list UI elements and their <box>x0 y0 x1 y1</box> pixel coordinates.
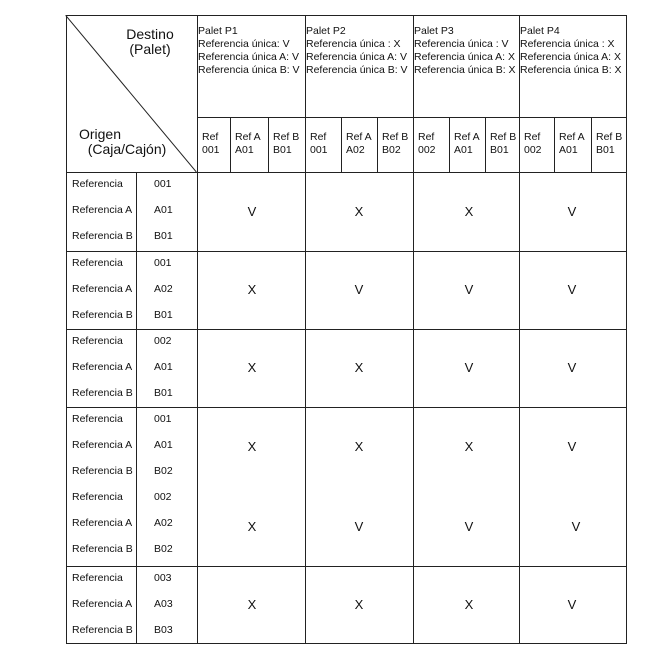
header-subdivider <box>197 117 627 118</box>
destino-label: Destino <box>126 26 174 42</box>
origen-label: Origen <box>78 126 122 142</box>
palet-line: Referencia única A: V <box>306 51 407 63</box>
row-reference-value: B03 <box>154 624 173 636</box>
row-reference-value: B01 <box>154 230 173 242</box>
compatibility-mark: V <box>571 519 581 534</box>
ref-column-name: Ref <box>524 131 541 143</box>
row-reference-label: Referencia B <box>72 230 133 242</box>
compatibility-mark: X <box>354 597 364 612</box>
palet-line: Referencia única B: V <box>198 64 300 76</box>
ref-column-divider <box>449 117 450 172</box>
origen-sub-label: (Caja/Cajón) <box>87 141 167 157</box>
compatibility-mark: X <box>247 597 257 612</box>
row-reference-label: Referencia B <box>72 624 133 636</box>
palet-line: Referencia única B: X <box>414 64 516 76</box>
header-bottom-line <box>66 172 627 173</box>
compatibility-mark: X <box>464 597 474 612</box>
ref-column-code: 001 <box>310 144 328 156</box>
row-reference-label: Referencia <box>72 257 123 269</box>
row-reference-value: 001 <box>154 413 172 425</box>
ref-column-name: Ref <box>310 131 327 143</box>
palet-line: Referencia única A: V <box>198 51 299 63</box>
compatibility-mark: V <box>354 519 364 534</box>
row-divider <box>66 566 627 567</box>
row-reference-value: A01 <box>154 439 173 451</box>
palet-title: Palet P2 <box>306 25 346 37</box>
palet-line: Referencia única : V <box>414 38 509 50</box>
ref-column-divider <box>268 117 269 172</box>
ref-column-divider <box>554 117 555 172</box>
compatibility-mark: X <box>464 203 474 219</box>
ref-column-name: Ref B <box>382 131 409 143</box>
ref-column-code: 002 <box>418 144 436 156</box>
compatibility-mark: V <box>567 203 577 219</box>
row-reference-value: A01 <box>154 361 173 373</box>
compatibility-mark: V <box>567 439 577 454</box>
row-reference-value: A02 <box>154 517 173 529</box>
compatibility-mark: X <box>354 439 364 454</box>
row-reference-value: 002 <box>154 491 172 503</box>
row-divider <box>66 329 627 330</box>
row-reference-value: A01 <box>154 204 173 216</box>
palet-line: Referencia única B: X <box>520 64 622 76</box>
compatibility-mark: X <box>354 360 364 375</box>
palet-title: Palet P3 <box>414 25 454 37</box>
palet-line: Referencia única: V <box>198 38 290 50</box>
row-reference-value: B02 <box>154 543 173 555</box>
row-reference-value: A03 <box>154 598 173 610</box>
palet-line: Referencia única B: V <box>306 64 408 76</box>
ref-column-name: Ref <box>418 131 435 143</box>
ref-column-code: A01 <box>559 144 578 156</box>
ref-column-name: Ref B <box>490 131 517 143</box>
row-reference-label: Referencia <box>72 491 123 503</box>
row-reference-label: Referencia <box>72 178 123 190</box>
row-reference-label: Referencia B <box>72 543 133 555</box>
compatibility-mark: V <box>464 519 474 534</box>
compatibility-mark: X <box>464 439 474 454</box>
palet-line: Referencia única A: X <box>520 51 621 63</box>
ref-column-code: 001 <box>202 144 220 156</box>
row-reference-value: B01 <box>154 309 173 321</box>
row-reference-label: Referencia A <box>72 204 133 216</box>
ref-column-code: B01 <box>596 144 615 156</box>
row-reference-value: 001 <box>154 257 172 269</box>
compatibility-mark: V <box>464 282 474 297</box>
ref-column-divider <box>377 117 378 172</box>
ref-column-name: Ref A <box>559 131 585 143</box>
ref-column-divider <box>591 117 592 172</box>
row-reference-label: Referencia A <box>72 361 133 373</box>
row-divider <box>66 251 627 252</box>
palet-line: Referencia única : X <box>306 38 401 50</box>
compatibility-mark: V <box>567 360 577 375</box>
row-reference-label: Referencia B <box>72 387 133 399</box>
palet-title: Palet P1 <box>198 25 238 37</box>
compatibility-mark: V <box>354 282 364 297</box>
row-reference-value: 002 <box>154 335 172 347</box>
row-reference-label: Referencia <box>72 413 123 425</box>
ref-column-code: A01 <box>235 144 254 156</box>
destino-sub-label: (Palet) <box>129 41 171 57</box>
palet-line: Referencia única : X <box>520 38 615 50</box>
ref-column-code: B01 <box>273 144 292 156</box>
compatibility-mark: X <box>247 282 257 297</box>
compatibility-mark: V <box>464 360 474 375</box>
row-reference-label: Referencia <box>72 572 123 584</box>
row-reference-value: 003 <box>154 572 172 584</box>
compatibility-mark: X <box>354 203 364 219</box>
palet-title: Palet P4 <box>520 25 560 37</box>
row-reference-label: Referencia B <box>72 465 133 477</box>
compatibility-mark: X <box>247 439 257 454</box>
ref-column-name: Ref A <box>346 131 372 143</box>
row-reference-label: Referencia A <box>72 439 133 451</box>
row-divider <box>66 407 627 408</box>
compatibility-mark: V <box>567 597 577 612</box>
compatibility-mark: V <box>247 203 257 219</box>
ref-column-name: Ref B <box>596 131 623 143</box>
ref-column-divider <box>485 117 486 172</box>
ref-column-name: Ref B <box>273 131 300 143</box>
ref-column-divider <box>230 117 231 172</box>
row-reference-value: A02 <box>154 283 173 295</box>
ref-column-code: A02 <box>346 144 365 156</box>
compatibility-mark: X <box>247 360 257 375</box>
ref-column-code: A01 <box>454 144 473 156</box>
ref-column-name: Ref A <box>235 131 261 143</box>
row-reference-label: Referencia A <box>72 517 133 529</box>
row-reference-label: Referencia A <box>72 283 133 295</box>
row-reference-label: Referencia <box>72 335 123 347</box>
ref-column-name: Ref A <box>454 131 480 143</box>
ref-column-code: B01 <box>490 144 509 156</box>
palet-line: Referencia única A: X <box>414 51 515 63</box>
ref-column-name: Ref <box>202 131 219 143</box>
ref-column-code: B02 <box>382 144 401 156</box>
compatibility-mark: V <box>567 282 577 297</box>
ref-column-divider <box>341 117 342 172</box>
label-column-divider <box>136 172 137 644</box>
row-reference-label: Referencia A <box>72 598 133 610</box>
row-reference-value: 001 <box>154 178 172 190</box>
row-reference-label: Referencia B <box>72 309 133 321</box>
row-reference-value: B01 <box>154 387 173 399</box>
row-reference-value: B02 <box>154 465 173 477</box>
compatibility-mark: X <box>247 519 257 534</box>
ref-column-code: 002 <box>524 144 542 156</box>
